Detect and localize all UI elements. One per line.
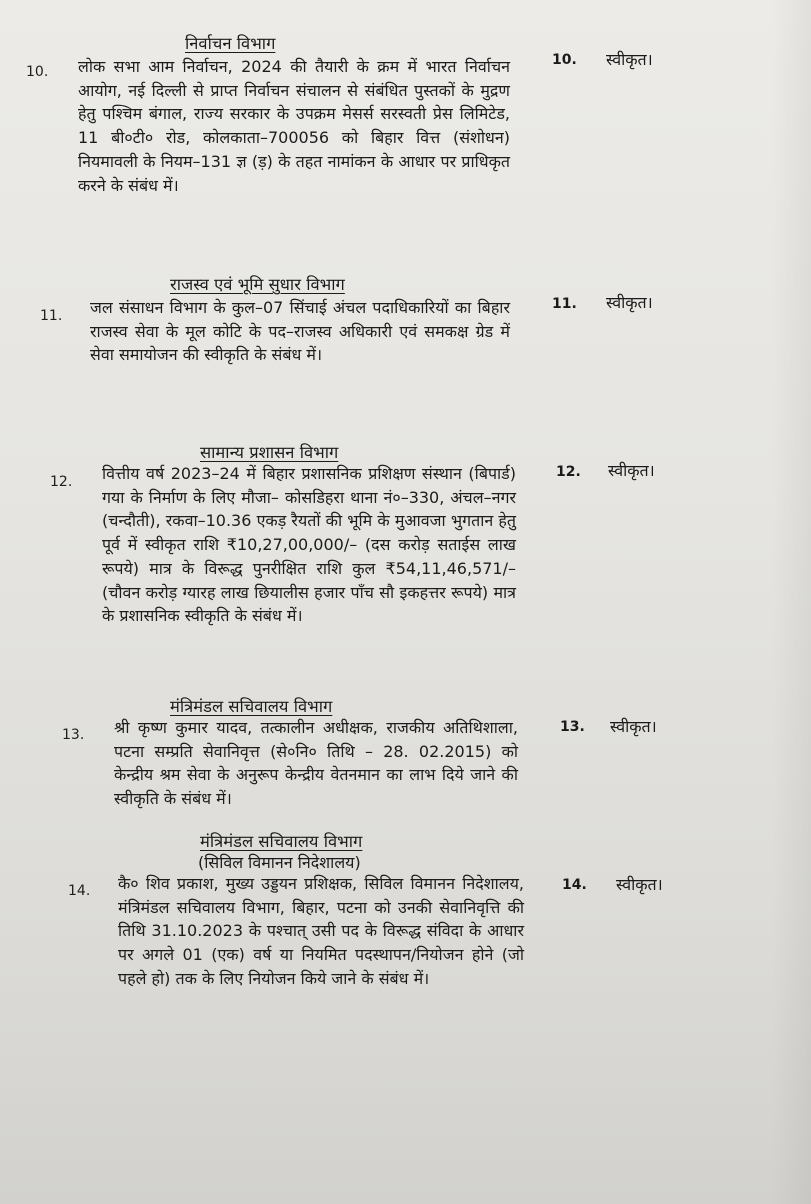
department-heading: निर्वाचन विभाग (185, 34, 276, 53)
item-description: लोक सभा आम निर्वाचन, 2024 की तैयारी के क्रम में भारत निर्वाचन आयोग, नई दिल्ली से प्राप्त निर्वाचन संचालन से संबंधित पुस्तकों के मुद्रण हेतु पश्चिम बंगाल, राज्य सरकार के उपक्रम मेसर्स सरस्वती प्रेस लिमिटेड, 11 बी०टी० रोड, कोलकाता–700056 को बिहार वित्त (संशोधन) नियमावली के नियम–131 ज्ञ (ड़) के तहत नामांकन के आधार पर प्राधिकृत करने के संबंध में। (78, 57, 510, 195)
item-number: 10. (26, 64, 49, 80)
department-heading: सामान्य प्रशासन विभाग (200, 443, 339, 462)
decision-status: स्वीकृत। (616, 875, 663, 894)
decision-number: 10. (552, 52, 577, 68)
department-heading: मंत्रिमंडल सचिवालय विभाग (170, 697, 333, 716)
item-description: जल संसाधन विभाग के कुल–07 सिंचाई अंचल पदाधिकारियों का बिहार राजस्व सेवा के मूल कोटि के पद–राजस्व अधिकारी एवं समकक्ष ग्रेड में सेवा समायोजन की स्वीकृति के संबंध में। (90, 298, 510, 365)
item-number: 14. (68, 883, 91, 899)
item-number: 11. (40, 308, 63, 324)
decision-number: 12. (556, 464, 581, 480)
decision-status: स्वीकृत। (610, 717, 657, 736)
decision-status: स्वीकृत। (606, 293, 653, 312)
decision-status: स्वीकृत। (608, 461, 655, 480)
decision-number: 14. (562, 877, 587, 893)
sub-department-heading: (सिविल विमानन निदेशालय) (198, 853, 361, 872)
item-description: कै० शिव प्रकाश, मुख्य उड्डयन प्रशिक्षक, सिविल विमानन निदेशालय, मंत्रिमंडल सचिवालय विभाग, बिहार, पटना को उनकी सेवानिवृत्ति की तिथि 31.10.2023 के पश्चात् उसी पद के विरूद्ध संविदा के आधार पर अगले 01 (एक) वर्ष या नियमित पदस्थापन/नियोजन होने (जो पहले हो) तक के लिए नियोजन किये जाने के संबंध में। (118, 874, 524, 988)
decision-number: 11. (552, 296, 577, 312)
item-description: वित्तीय वर्ष 2023–24 में बिहार प्रशासनिक प्रशिक्षण संस्थान (बिपार्ड) गया के निर्माण के लिए मौजा– कोसडिहरा थाना नं०–330, अंचल–नगर (चन्दौती), रकवा–10.36 एकड़ रैयतों की भूमि के मुआवजा भुगतान हेतु पूर्व में स्वीकृत राशि ₹10,27,00,000/– (दस करोड़ सताईस लाख रूपये) मात्र के विरूद्ध पुनरीक्षित राशि कुल ₹54,11,46,571/–(चौवन करोड़ ग्यारह लाख छियालीस हजार पाँच सौ इकहत्तर रूपये) मात्र के प्रशासनिक स्वीकृति के संबंध में। (102, 464, 516, 626)
department-heading: राजस्व एवं भूमि सुधार विभाग (170, 275, 345, 294)
item-description: श्री कृष्ण कुमार यादव, तत्कालीन अधीक्षक, राजकीय अतिथिशाला, पटना सम्प्रति सेवानिवृत्त (से०नि० तिथि – 28. 02.2015) को केन्द्रीय श्रम सेवा के अनुरूप केन्द्रीय वेतनमान का लाभ दिये जाने की स्वीकृति के संबंध में। (114, 718, 518, 809)
decision-status: स्वीकृत। (606, 50, 653, 69)
decision-number: 13. (560, 719, 585, 735)
item-number: 12. (50, 474, 73, 490)
item-number: 13. (62, 727, 85, 743)
department-heading: मंत्रिमंडल सचिवालय विभाग (200, 832, 363, 851)
